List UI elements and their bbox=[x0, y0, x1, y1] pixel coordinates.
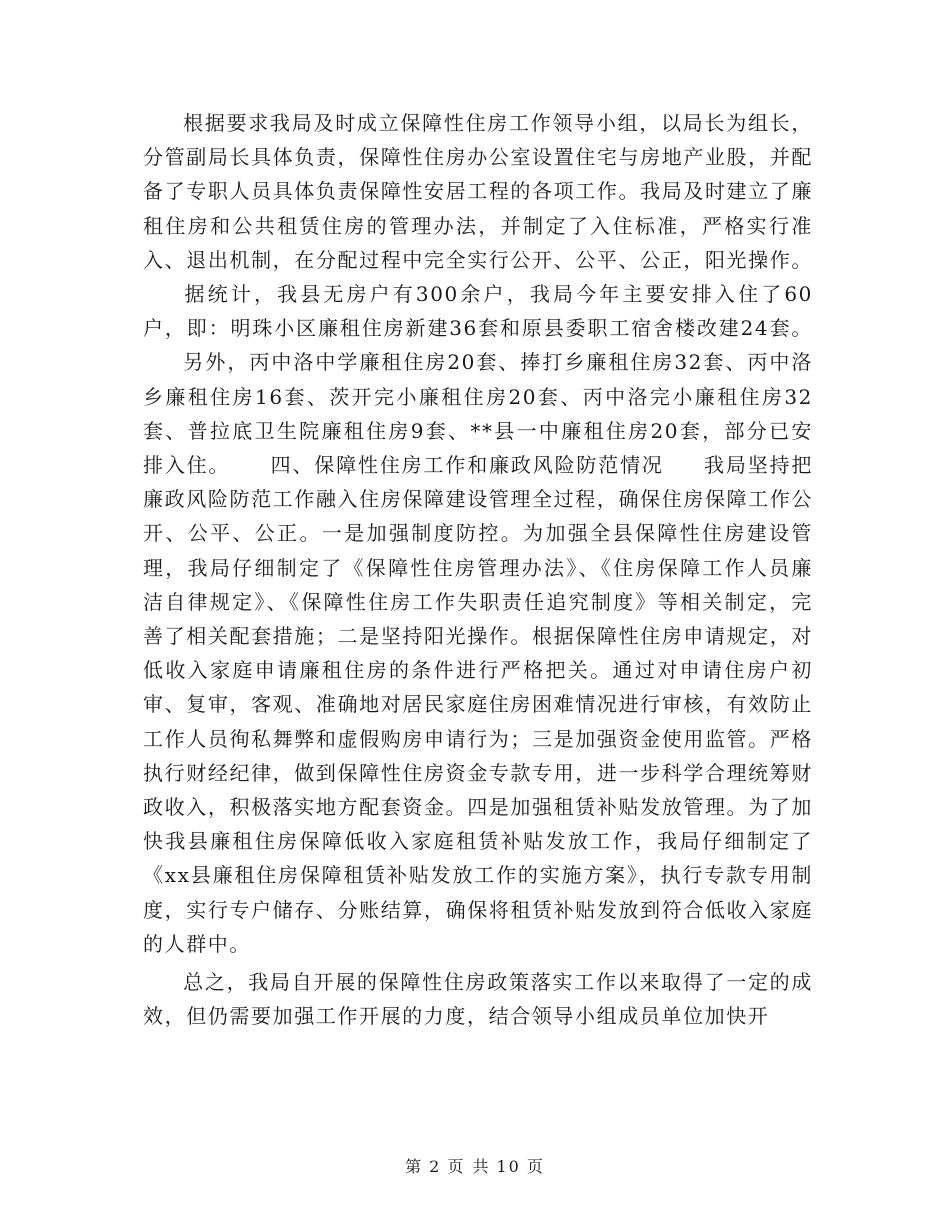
paragraph-text: 另外，丙中洛中学廉租住房20套、捧打乡廉租住房32套、丙中洛乡廉租住房16套、茨开完小廉租住房20套、丙中洛完小廉租住房32套、普拉底卫生院廉租住房9套、**县一中廉租住房20套，部分已安排入住。 bbox=[143, 350, 813, 478]
footer-middle: 页 共 bbox=[447, 1157, 491, 1176]
paragraph bbox=[143, 965, 813, 1033]
paragraph-text: 我局坚持把廉政风险防范工作融入住房保障建设管理全过程，确保住房保障工作公开、公平、公正。一是加强制度防控。为加强全县保障性住房建设管理，我局仔细制定了《保障性住房管理办法》、《住房保障工作人员廉洁自律规定》、《保障性住房工作失职责任追究制度》等相关制定，完善了相关配套措施；二是坚持阳光操作。根据保障性住房申请规定，对低收入家庭申请廉租住房的条件进行严格把关。通过对申请住房户初审、复审，客观、准确地对居民家庭住房困难情况进行审核，有效防止工作人员徇私舞弊和虚假购房申请行为；三是加强资金使用监管。严格执行财经纪律，做到保障性住房资金专款专用，进一步科学合理统筹财政收入，积极落实地方配套资金。四是加强租赁补贴发放管理。为了加快我县廉租住房保障低收入家庭租赁补贴发放工作，我局仔细制定了《xx县廉租住房保障租赁补贴发放工作的实施方案》，执行专款专用制度，实行专户储存、分账结算，确保将租赁补贴发放到符合低收入家庭的人群中。 bbox=[143, 453, 813, 956]
footer-total-pages: 10 bbox=[496, 1157, 521, 1176]
paragraph-text: 据统计，我县无房户有300余户，我局今年主要安排入住了60户，即：明珠小区廉租住房新建36套和原县委职工宿舍楼改建24套。 bbox=[143, 282, 813, 341]
footer-current-page: 2 bbox=[429, 1157, 442, 1176]
document-body bbox=[143, 106, 813, 1033]
paragraph-text: 根据要求我局及时成立保障性住房工作领导小组，以局长为组长，分管副局长具体负责，保障性住房办公室设置住宅与房地产业股，并配备了专职人员具体负责保障性安居工程的各项工作。我局及时建立了廉租住房和公共租赁住房的管理办法，并制定了入住标准，严格实行准入、退出机制，在分配过程中完全实行公开、公平、公正，阳光操作。 bbox=[143, 111, 813, 272]
footer-prefix: 第 bbox=[405, 1157, 424, 1176]
section-heading: 四、保障性住房工作和廉政风险防范情况 bbox=[270, 453, 664, 478]
footer-suffix: 页 bbox=[526, 1157, 545, 1176]
paragraph bbox=[143, 106, 813, 961]
page-footer bbox=[0, 1154, 950, 1177]
paragraph-text: 总之，我局自开展的保障性住房政策落实工作以来取得了一定的成效，但仍需要加强工作开展的力度，结合领导小组成员单位加快开 bbox=[143, 970, 813, 1029]
